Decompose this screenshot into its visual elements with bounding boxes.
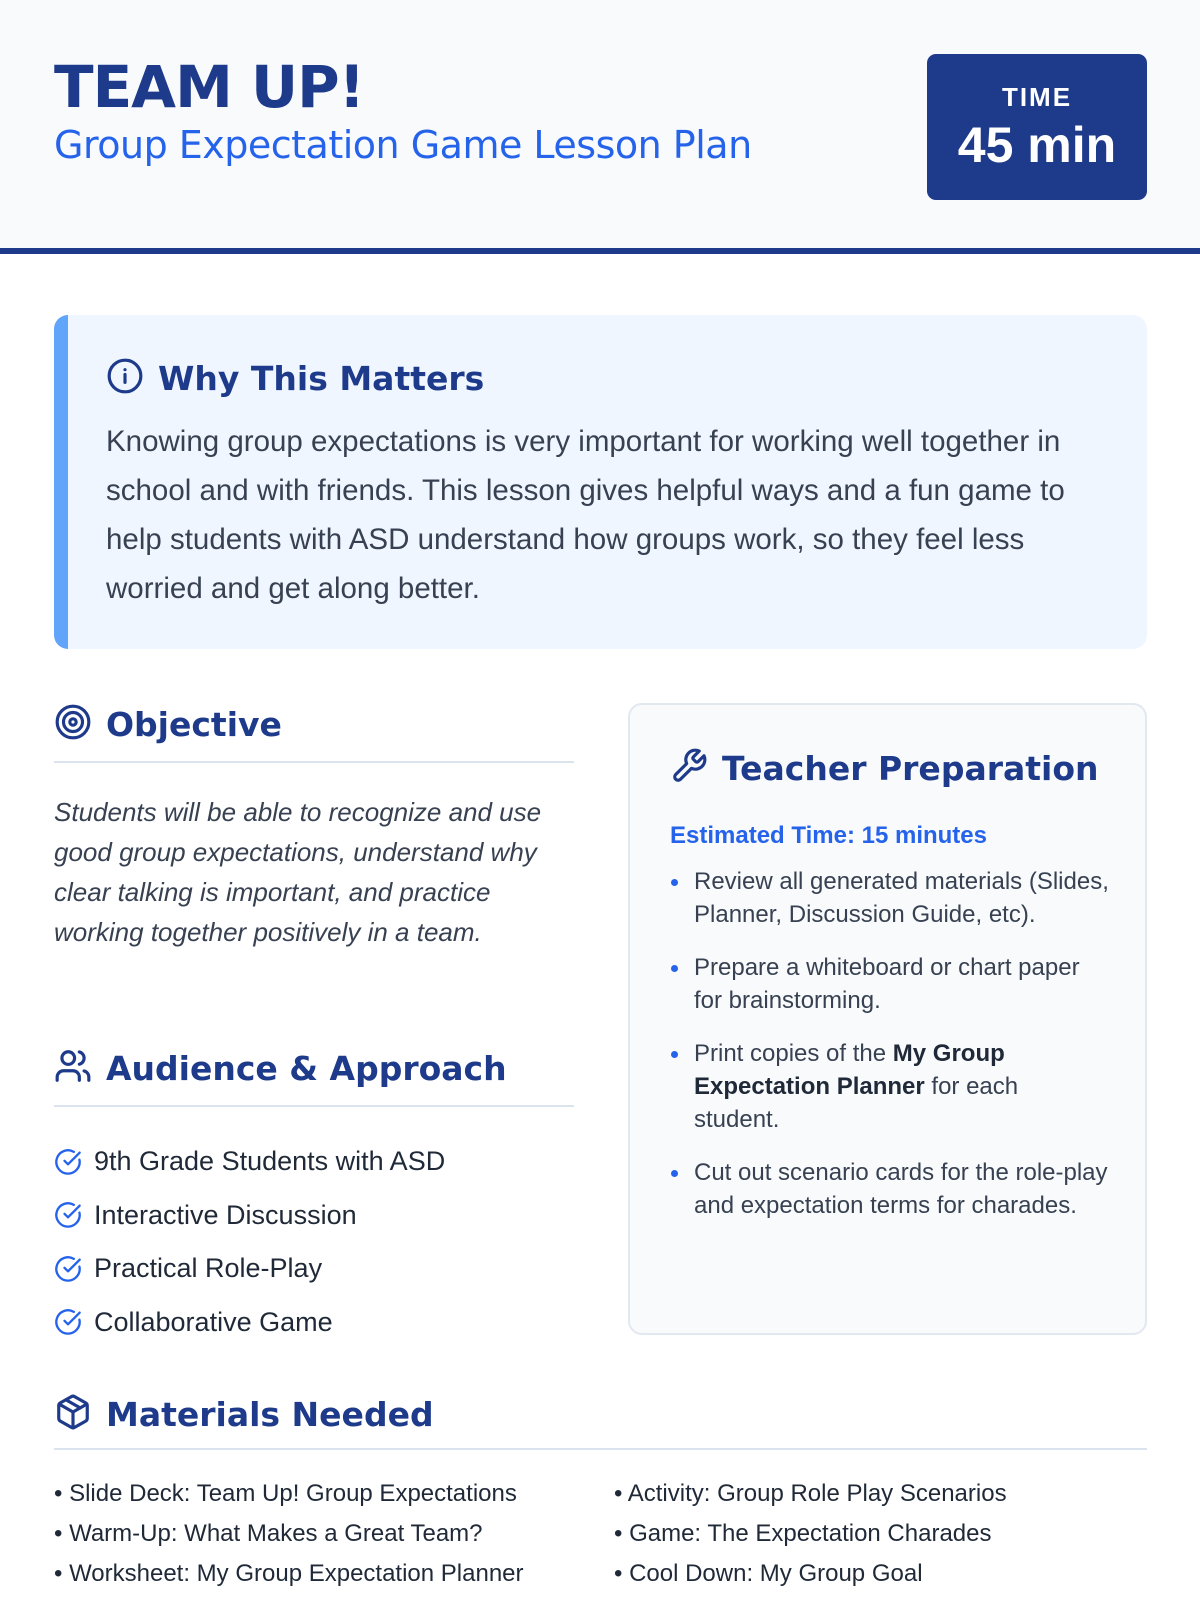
check-circle-icon <box>54 1201 82 1229</box>
list-item: • Worksheet: My Group Expectation Planner <box>54 1560 524 1587</box>
why-text: Knowing group expectations is very important for working well together in school and with friends. This lesson gives helpful ways and a fun game to help students with ASD understand how groups work, so they feel less worried and get along better. <box>106 425 1065 605</box>
materials-divider <box>54 1448 1147 1450</box>
list-item: • Slide Deck: Team Up! Group Expectations <box>54 1480 517 1507</box>
prep-list <box>670 865 1110 1242</box>
planner-name: My Group Expectation Planner <box>694 1040 1005 1100</box>
audience-item-label: Collaborative Game <box>94 1306 333 1337</box>
check-circle-icon <box>54 1148 82 1176</box>
materials-list-right <box>614 1474 1007 1594</box>
time-value: 45 min <box>957 117 1117 173</box>
prep-item-text: Cut out scenario cards for the role-play and expectation terms for charades. <box>694 1159 1108 1219</box>
time-badge <box>927 54 1147 200</box>
materials-list-left <box>54 1474 524 1594</box>
prep-heading <box>670 747 1099 790</box>
list-item: • Cool Down: My Group Goal <box>614 1560 923 1587</box>
prep-estimated-time: Estimated Time: 15 minutes <box>670 822 987 849</box>
materials-heading <box>54 1393 434 1436</box>
list-item <box>670 1156 1110 1222</box>
list-item <box>54 1296 445 1350</box>
prep-item-text: Print copies of the <box>694 1040 893 1067</box>
list-item: • Warm-Up: What Makes a Great Team? <box>54 1520 483 1547</box>
target-icon <box>54 703 92 746</box>
lesson-title: TEAM UP! <box>54 53 365 121</box>
package-icon <box>54 1393 92 1436</box>
time-label: TIME <box>1001 82 1073 112</box>
list-item <box>54 1189 445 1243</box>
list-item <box>670 865 1110 931</box>
audience-heading <box>54 1047 507 1090</box>
audience-divider <box>54 1105 574 1107</box>
list-item <box>54 1135 445 1189</box>
prep-item-text-end: for each student. <box>694 1073 1019 1133</box>
objective-title: Objective <box>106 705 282 744</box>
why-title: Why This Matters <box>158 359 485 398</box>
materials-title: Materials Needed <box>106 1395 434 1434</box>
lesson-subtitle: Group Expectation Game Lesson Plan <box>54 123 752 167</box>
objective-heading <box>54 703 282 746</box>
list-item <box>670 1037 1110 1136</box>
list-item: • Game: The Expectation Charades <box>614 1520 992 1547</box>
prep-item-text: Review all generated materials (Slides, Planner, Discussion Guide, etc). <box>694 868 1109 928</box>
audience-item-label: Practical Role-Play <box>94 1253 323 1284</box>
audience-list <box>54 1135 445 1349</box>
users-icon <box>54 1047 92 1090</box>
audience-item-label: Interactive Discussion <box>94 1199 357 1230</box>
list-item <box>54 1242 445 1296</box>
prep-title: Teacher Preparation <box>722 749 1099 788</box>
why-heading <box>106 357 484 400</box>
audience-item-label: 9th Grade Students with ASD <box>94 1146 446 1177</box>
teacher-preparation-card <box>628 703 1147 1335</box>
prep-item-text: Prepare a whiteboard or chart paper for brainstorming. <box>694 954 1080 1014</box>
audience-title: Audience & Approach <box>106 1049 507 1088</box>
lesson-header <box>0 0 1200 254</box>
why-this-matters-callout <box>54 315 1147 649</box>
check-circle-icon <box>54 1308 82 1336</box>
list-item: • Activity: Group Role Play Scenarios <box>614 1480 1007 1507</box>
wrench-icon <box>670 747 708 790</box>
check-circle-icon <box>54 1255 82 1283</box>
info-icon <box>106 357 144 400</box>
objective-divider <box>54 761 574 763</box>
objective-text: Students will be able to recognize and use good group expectations, understand why clear talking is important, and practice working together positively in a team. <box>54 797 542 947</box>
list-item <box>670 951 1110 1017</box>
